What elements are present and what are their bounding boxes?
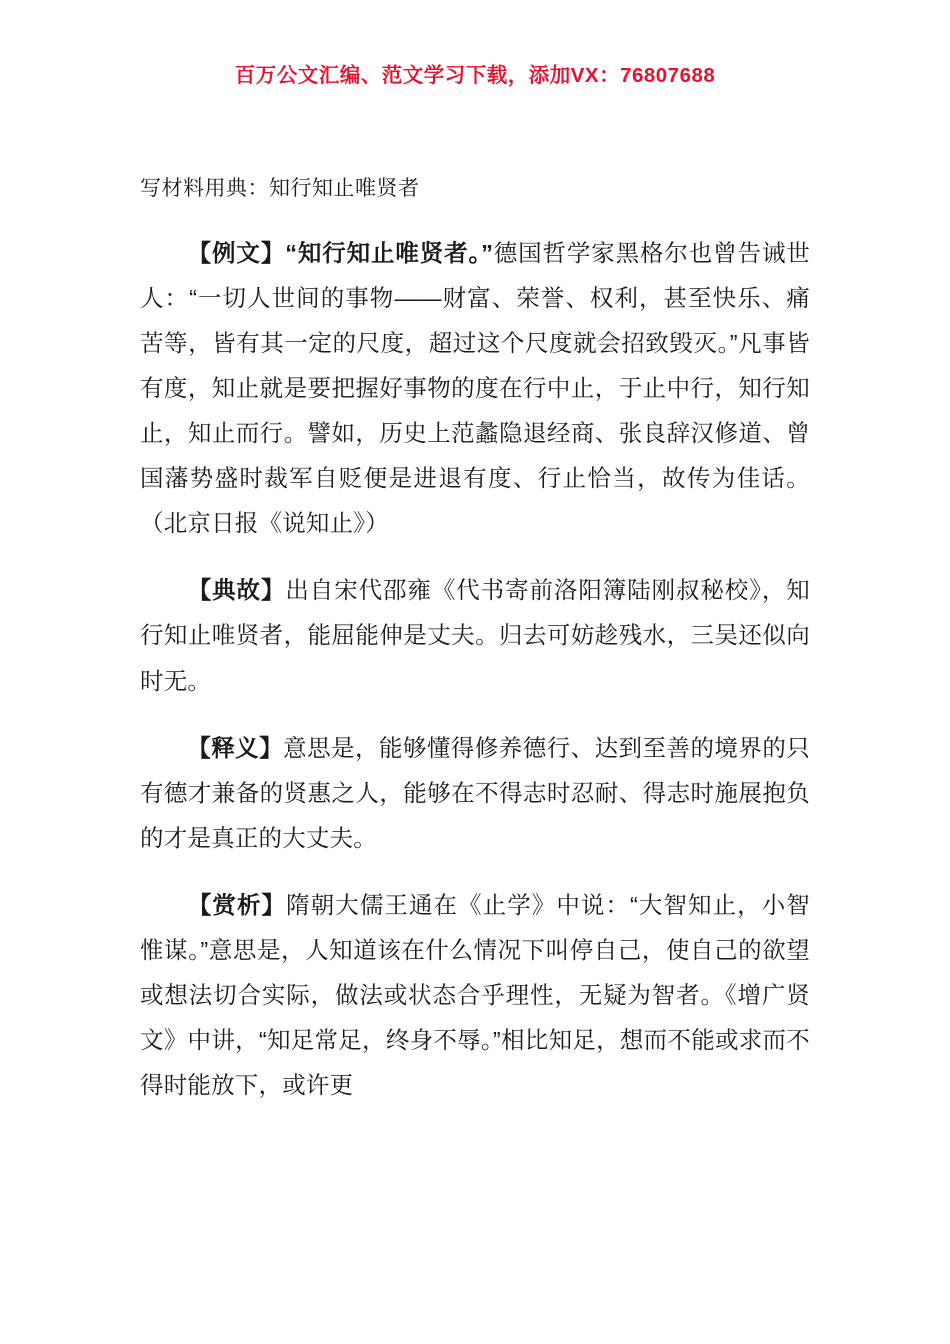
paragraph-shiyi bbox=[140, 726, 810, 861]
paragraph-tag: 【例文】 bbox=[187, 239, 286, 266]
promo-banner: 百万公文汇编、范文学习下载，添加VX：76807688 bbox=[234, 64, 716, 87]
paragraph-liwen bbox=[140, 231, 810, 547]
paragraph-diangu bbox=[140, 568, 810, 703]
document-title: 写材料用典：知行知止唯贤者 bbox=[140, 176, 420, 200]
paragraph-tag: 【释义】 bbox=[187, 734, 284, 761]
paragraph-body: 德国哲学家黑格尔也曾告诫世人：“一切人世间的事物——财富、荣誉、权利，甚至快乐、痛苦等，皆有其一定的尺度，超过这个尺度就会招致毁灭。”凡事皆有度，知止就是要把握好事物的度在行中止，于止中行，知行知止，知止而行。譬如，历史上范蠡隐退经商、张良辞汉修道、曾国藩势盛时裁军自贬便是进退有度、行止恰当，故传为佳话。（北京日报《说知止》） bbox=[140, 239, 810, 537]
paragraph-shangxi bbox=[140, 883, 810, 1109]
paragraph-body: 出自宋代邵雍《代书寄前洛阳簿陆刚叔秘校》，知行知止唯贤者，能屈能伸是丈夫。归去可妨趁残水，三吴还似向时无。 bbox=[140, 577, 810, 694]
paragraph-quote: “知行知止唯贤者。” bbox=[285, 239, 494, 266]
paragraph-body: 隋朝大儒王通在《止学》中说：“大智知止，小智惟谋。”意思是，人知道该在什么情况下叫停自己，使自己的欲望或想法切合实际，做法或状态合乎理性，无疑为智者。《增广贤文》中讲，“知足常足，终身不辱。”相比知足，想而不能或求而不得时能放下，或许更 bbox=[140, 892, 810, 1099]
paragraph-tag: 【赏析】 bbox=[187, 892, 287, 918]
paragraph-body: 意思是，能够懂得修养德行、达到至善的境界的只有德才兼备的贤惠之人，能够在不得志时忍耐、得志时施展抱负的才是真正的大丈夫。 bbox=[140, 734, 810, 851]
paragraph-tag: 【典故】 bbox=[187, 577, 286, 604]
